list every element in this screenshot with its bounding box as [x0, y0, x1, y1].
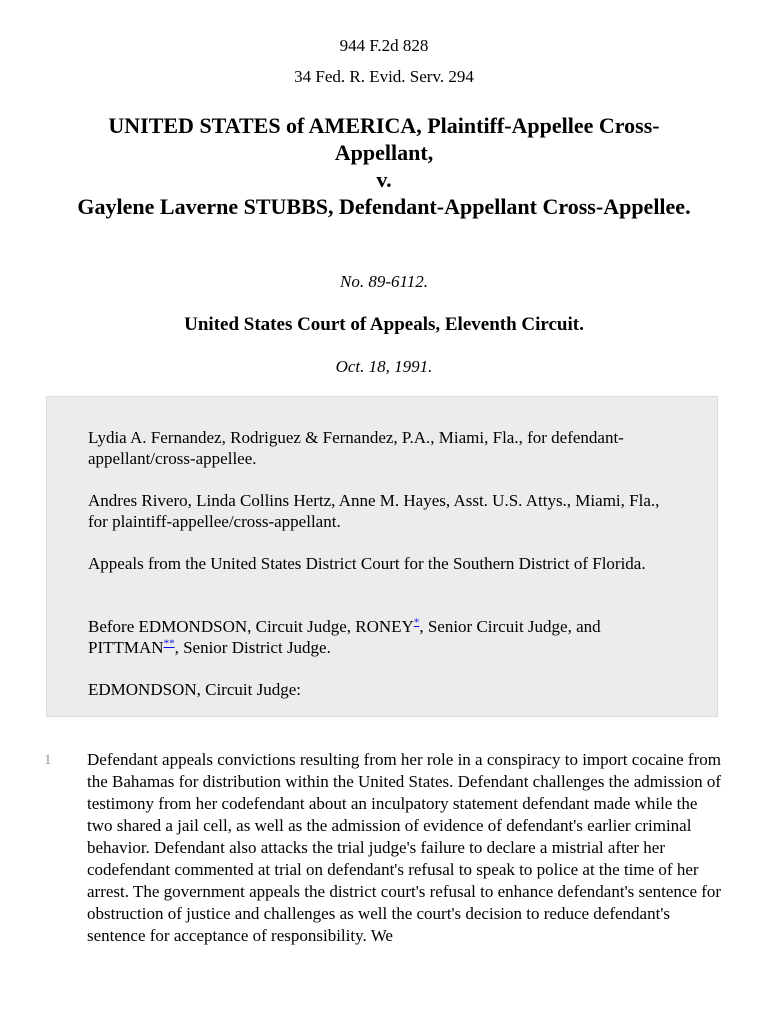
panel-prefix: Before EDMONDSON, Circuit Judge, RONEY — [88, 617, 414, 636]
government-counsel: Andres Rivero, Linda Collins Hertz, Anne M. Hayes, Asst. U.S. Attys., Miami, Fla., for plaintiff-appellee/cross-appellant. — [88, 491, 660, 531]
reporter-citation: 944 F.2d 828 — [339, 36, 429, 55]
caption-versus: v. — [376, 167, 392, 192]
panel-judges — [88, 616, 678, 658]
paragraph-number: 1 — [44, 752, 52, 768]
counsel-block — [46, 396, 718, 717]
footnote-link-roney[interactable]: * — [413, 616, 420, 629]
panel-suffix: , Senior District Judge. — [174, 638, 331, 657]
decision-date: Oct. 18, 1991. — [335, 357, 433, 376]
opinion-author: EDMONDSON, Circuit Judge: — [88, 680, 301, 699]
defense-counsel: Lydia A. Fernandez, Rodriguez & Fernandez, P.A., Miami, Fla., for defendant-appellant/cross-appellee. — [88, 428, 624, 468]
appeal-origin: Appeals from the United States District Court for the Southern District of Florida. — [88, 554, 646, 573]
panel-middle: , Senior Circuit Judge, and PITTMAN — [88, 617, 601, 657]
opinion-paragraph: Defendant appeals convictions resulting from her role in a conspiracy to import cocaine from the Bahamas for distribution within the United States. Defendant challenges the admission of testimony from her codefendant about an inculpatory statement defendant made while the two shared a jail cell, as well as the admission of evidence of defendant's earlier criminal behavior. Defendant also attacks the trial judge's failure to declare a mistrial after her codefendant commented at trial on defendant's refusal to speak to police at the time of her arrest. The government appeals the district court's refusal to enhance defendant's sentence for obstruction of justice and challenges as well the court's decision to reduce defendant's sentence for acceptance of responsibility. We — [87, 750, 722, 945]
footnote-link-pittman[interactable]: ** — [163, 637, 175, 650]
evidence-service-citation: 34 Fed. R. Evid. Serv. 294 — [294, 67, 474, 86]
docket-number: No. 89-6112. — [340, 272, 428, 291]
case-caption — [60, 112, 708, 220]
caption-defendant: Gaylene Laverne STUBBS, Defendant-Appellant Cross-Appellee. — [77, 194, 691, 219]
court-name: United States Court of Appeals, Eleventh Circuit. — [184, 314, 584, 335]
caption-plaintiff: UNITED STATES of AMERICA, Plaintiff-Appellee Cross-Appellant, — [108, 113, 660, 165]
